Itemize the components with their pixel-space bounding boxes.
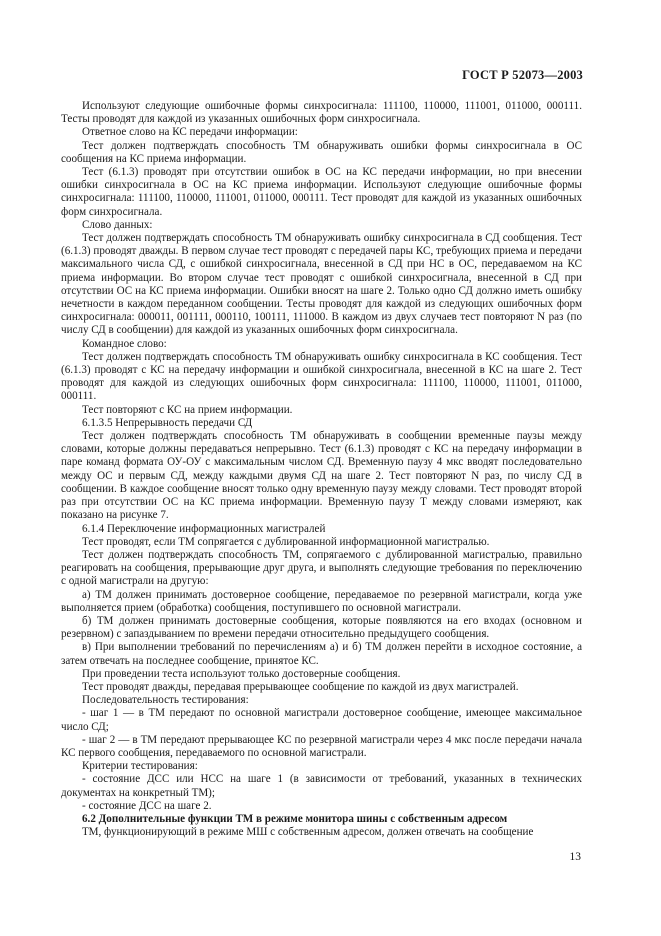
list-item: - шаг 1 — в ТМ передают по основной магистрали достоверное сообщение, имеющее максимальное число СД; <box>61 707 582 733</box>
section-heading: 6.1.3.5 Непрерывность передачи СД <box>82 416 253 429</box>
list-item: а) ТМ должен принимать достоверное сообщение, передаваемое по резервной магистрали, когда уже выполняется прием (обработка) сообщения, поступившего по основной магистрали. <box>61 588 582 614</box>
list-item: б) ТМ должен принимать достоверные сообщения, которые появляются на его входах (основном и резервном) с запаздыванием по времени передачи относительно предыдущего сообщения. <box>61 614 582 641</box>
paragraph: Тест должен подтверждать способность ТМ обнаруживать ошибку синхросигнала в СД сообщения. Тест (6.1.3) проводят дважды. В первом случае тест проводят с передачей пары КС, требующих приема и передачи максимального числа СД, с ошибкой синхросигнала, внесенной в СД при НС в ОС, передаваемом на КС приема информации. Во втором случае тест проводят с ошибкой синхросигнала, внесенной в СД при отсутствии ОС на КС приема информации. Ошибки вносят на шаге 2. Только одно СД должно иметь ошибку нечетности в каждом переданном сообщении. Тесты проводят для каждой из следующих ошибочных форм синхросигнала: 000011, 001111, 000110, 100111, 111000. В каждом из двух случаев тест повторяют N раз (по числу СД в сообщении) для каждой из указанных ошибочных форм синхросигнала. <box>61 232 582 337</box>
paragraph: Тест (6.1.3) проводят при отсутствии ошибок в ОС на КС передачи информации, но при внесении ошибки синхросигнала в ОС на КС приема информации. Используют следующие ошибочные формы синхросигнала: 111100, 110000, 111001, 011000, 000111. Тест проводят для каждой из указанных ошибочных форм синхросигнала. <box>61 166 582 218</box>
paragraph: Тест проводят, если ТМ сопрягается с дублированной информационной магистралью. <box>82 535 490 548</box>
list-item: - шаг 2 — в ТМ передают прерывающее КС по резервной магистрали через 4 мкс после передачи начала КС первого сообщения, передаваемого по основной магистрали. <box>61 733 582 759</box>
list-item: в) При выполнении требований по перечислениям а) и б) ТМ должен перейти в исходное состояние, а затем отвечать на последнее сообщение, принятое КС. <box>61 641 582 667</box>
paragraph: Тест должен подтверждать способность ТМ обнаруживать ошибку синхросигнала в КС сообщения. Тест (6.1.3) проводят с КС на передачу информации и ошибкой синхросигнала, внесенной в КС на шаге 2. Тест проводят для каждой из следующих ошибочных форм синхросигнала: 111100, 110000, 111001, 011000, 000111. <box>61 350 582 403</box>
paragraph: Слово данных: <box>82 218 153 231</box>
document-header: ГОСТ Р 52073—2003 <box>462 68 583 82</box>
paragraph: Тест должен подтверждать способность ТМ обнаруживать ошибки формы синхросигнала в ОС сообщения на КС приема информации. <box>61 139 582 165</box>
section-heading: 6.1.4 Переключение информационных магистралей <box>82 522 326 535</box>
paragraph: Командное слово: <box>82 337 167 350</box>
paragraph: Ответное слово на КС передачи информации: <box>82 126 298 139</box>
paragraph: ТМ, функционирующий в режиме МШ с собственным адресом, должен отвечать на сообщение <box>82 826 534 839</box>
list-item: - состояние ДСС на шаге 2. <box>82 799 212 812</box>
section-heading: 6.2 Дополнительные функции ТМ в режиме монитора шины с собственным адресом <box>82 812 508 825</box>
list-item: - состояние ДСС или НСС на шаге 1 (в зависимости от требований, указанных в технических документах на конкретный ТМ); <box>61 773 582 799</box>
paragraph: Тест повторяют с КС на прием информации. <box>82 403 293 416</box>
paragraph: При проведении теста используют только достоверные сообщения. <box>82 667 401 680</box>
paragraph: Тест должен подтверждать способность ТМ, сопрягаемого с дублированной магистралью, правильно реагировать на сообщения, прерывающие друг друга, и выполнять следующие требования по переключению с одной магистрали на другую: <box>61 548 582 588</box>
paragraph: Тест проводят дважды, передавая прерывающее сообщение по каждой из двух магистралей. <box>82 680 519 693</box>
paragraph: Критерии тестирования: <box>82 760 198 773</box>
paragraph: Используют следующие ошибочные формы синхросигнала: 111100, 110000, 111001, 011000, 000111. Тесты проводят для каждой из указанных ошибочных форм синхросигнала. <box>61 100 582 126</box>
paragraph: Тест должен подтверждать способность ТМ обнаруживать в сообщении временные паузы между словами, которые должны передаваться непрерывно. Тест (6.1.3) проводят с КС на передачу информации в паре команд формата ОУ-ОУ с максимальным числом СД. Временную паузу 4 мкс вводят последовательно между ОС и первым СД, между каждыми двумя СД на шаге 2. Тест повторяют N раз, по числу СД в сообщении. В каждое сообщение вносят только одну временную паузу между словами. Тест проводят второй раз при отсутствии ОС на КС приема информации. Временную паузу T между словами измеряют, как показано на рисунке 7. <box>61 430 582 522</box>
paragraph: Последовательность тестирования: <box>82 694 249 707</box>
page-number: 13 <box>569 851 581 863</box>
document-body <box>61 100 582 839</box>
